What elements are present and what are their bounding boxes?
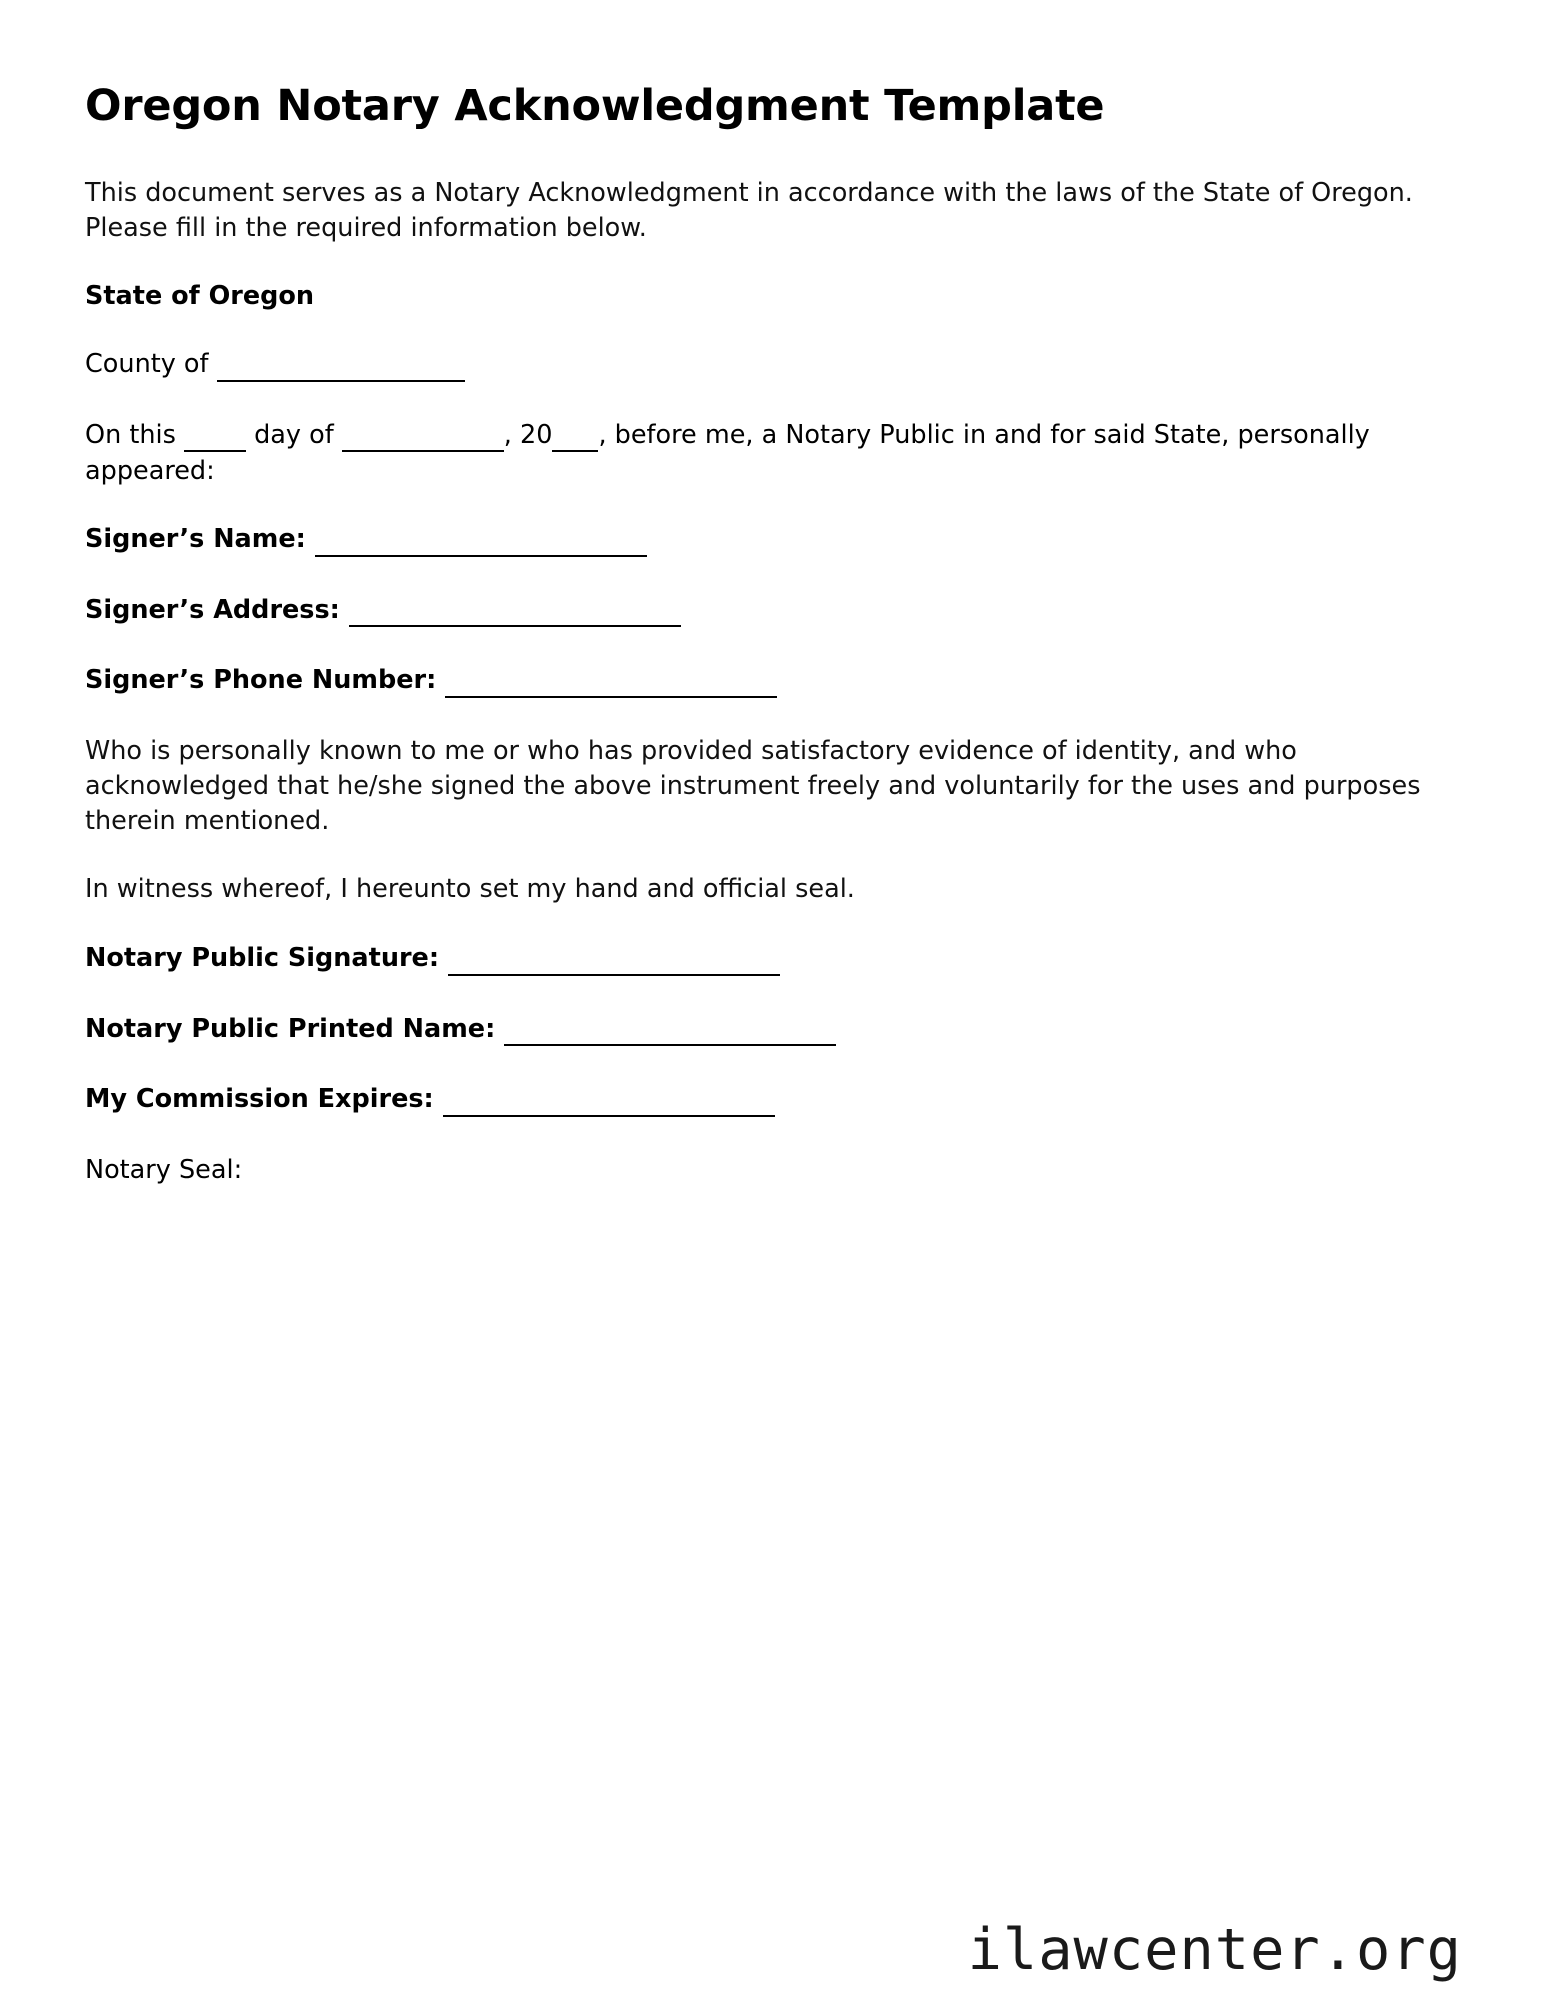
intro-paragraph: This document serves as a Notary Acknowledgment in accordance with the laws of the State of Oregon. Please fill in the required information below.: [85, 178, 1413, 244]
commission-expires-label: My Commission Expires:: [85, 1084, 434, 1115]
notary-signature-label: Notary Public Signature:: [85, 943, 440, 974]
state-heading: State of Oregon: [85, 281, 315, 311]
notary-signature-blank[interactable]: [448, 939, 780, 975]
notary-printed-name-blank[interactable]: [504, 1010, 836, 1046]
signer-address-field-line: [85, 593, 1464, 629]
county-label: County of: [85, 349, 209, 380]
signer-phone-field-line: [85, 663, 1464, 699]
date-suffix-text: , before me, a Notary Public in and for said State, personally appeared:: [85, 419, 1370, 486]
signer-name-field-line: [85, 522, 1464, 558]
day-of-label: day of: [254, 419, 334, 450]
county-field-line: [85, 347, 1464, 383]
on-this-prefix: On this: [85, 419, 176, 450]
signer-phone-blank[interactable]: [445, 661, 777, 697]
day-blank[interactable]: [184, 416, 246, 452]
commission-expires-blank[interactable]: [443, 1080, 775, 1116]
month-blank[interactable]: [342, 416, 504, 452]
signer-phone-label: Signer’s Phone Number:: [85, 665, 437, 696]
signer-name-blank[interactable]: [315, 520, 647, 556]
year-prefix: , 20: [503, 419, 553, 450]
site-watermark: ilawcenter.org: [967, 1917, 1462, 1983]
commission-expires-field-line: [85, 1082, 1464, 1118]
acknowledgment-paragraph: Who is personally known to me or who has provided satisfactory evidence of identity, and who acknowledged that he/she signed the above instrument freely and voluntarily for the uses and purposes therein mentioned.: [85, 735, 1421, 836]
notary-signature-field-line: [85, 941, 1464, 977]
notary-printed-name-label: Notary Public Printed Name:: [85, 1013, 496, 1044]
year-blank[interactable]: [552, 416, 598, 452]
county-blank[interactable]: [217, 345, 465, 381]
signer-address-blank[interactable]: [349, 591, 681, 627]
page-title: Oregon Notary Acknowledgment Template: [85, 81, 1105, 131]
notary-printed-name-field-line: [85, 1012, 1464, 1048]
date-field-line: [85, 418, 1415, 489]
signer-name-label: Signer’s Name:: [85, 524, 306, 555]
notary-seal-label: Notary Seal:: [85, 1154, 243, 1185]
signer-address-label: Signer’s Address:: [85, 594, 340, 625]
witness-paragraph: In witness whereof, I hereunto set my hand and official seal.: [85, 874, 855, 905]
